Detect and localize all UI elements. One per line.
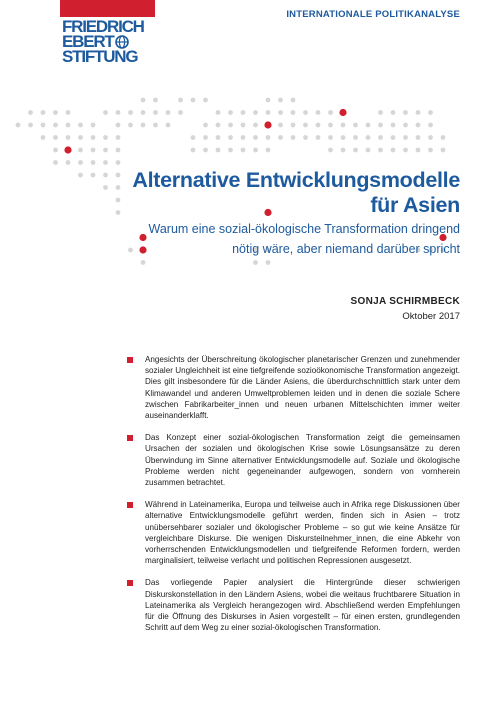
map-dot: [153, 123, 158, 128]
map-dot: [166, 110, 171, 115]
map-dot: [403, 148, 408, 153]
title-line-2: für Asien: [370, 193, 460, 217]
map-dot: [41, 110, 46, 115]
map-dot: [216, 148, 221, 153]
map-dot: [53, 148, 58, 153]
map-dot: [241, 123, 246, 128]
map-dot: [266, 110, 271, 115]
bullet-item: [127, 432, 460, 488]
map-dot: [291, 110, 296, 115]
map-dot: [266, 135, 271, 140]
map-dot: [266, 260, 271, 265]
map-dot: [128, 123, 133, 128]
logo-line-ebert: EBERT: [62, 32, 114, 51]
page-subtitle: [80, 219, 460, 259]
map-dot: [78, 123, 83, 128]
map-dot: [228, 110, 233, 115]
map-dot: [303, 123, 308, 128]
map-dot-highlight: [264, 121, 271, 128]
map-dot: [191, 98, 196, 103]
map-dot: [53, 110, 58, 115]
map-dot: [228, 135, 233, 140]
map-dot: [428, 110, 433, 115]
map-dot: [166, 123, 171, 128]
map-dot: [353, 135, 358, 140]
map-dot: [278, 110, 283, 115]
bullet-square-icon: [127, 502, 133, 508]
map-dot: [416, 135, 421, 140]
author-name: SONJA SCHIRMBECK: [350, 296, 460, 307]
map-dot: [391, 135, 396, 140]
map-dot: [116, 135, 121, 140]
map-dot: [316, 135, 321, 140]
bullet-square-icon: [127, 580, 133, 586]
map-dot: [341, 135, 346, 140]
map-dot: [403, 110, 408, 115]
bullet-text: Während in Lateinamerika, Europa und teilweise auch in Afrika rege Diskussionen über alternative Entwicklungsmodelle geführt werden, finden sich in Asien – trotz unübersehbarer sozialer und ökologischer Probleme – so gut wie keine Ansätze für vergleichbare Diskurse. Die wenigen Diskursteilnehmer_innen, die eine Abkehr von vorherrschenden Entwicklungsmodellen und tiefgreifende Reformen fordern, werden marginalisiert, teilweise verlacht und politischen Repressionen ausgesetzt.: [145, 500, 460, 566]
map-dot: [366, 123, 371, 128]
map-dot: [191, 148, 196, 153]
map-dot: [266, 148, 271, 153]
map-dot: [341, 148, 346, 153]
page-title: [80, 168, 460, 218]
map-dot: [428, 148, 433, 153]
map-dot: [91, 160, 96, 165]
world-dot-map: [0, 0, 504, 320]
map-dot: [391, 110, 396, 115]
map-dot: [428, 135, 433, 140]
bullet-item: [127, 499, 460, 566]
map-dot: [66, 110, 71, 115]
map-dot: [228, 123, 233, 128]
bullet-item: [127, 577, 460, 633]
map-dot: [66, 123, 71, 128]
map-dot: [116, 148, 121, 153]
subtitle-line-1: Warum eine sozial-ökologische Transformation dringend: [148, 222, 460, 236]
map-dot: [241, 110, 246, 115]
map-dot: [78, 148, 83, 153]
map-dot: [341, 123, 346, 128]
map-dot: [53, 123, 58, 128]
logo-line-friedrich: FRIEDRICH: [62, 17, 144, 36]
map-dot: [328, 123, 333, 128]
map-dot: [328, 110, 333, 115]
map-dot: [128, 110, 133, 115]
bullet-square-icon: [127, 435, 133, 441]
map-dot: [441, 148, 446, 153]
map-dot: [291, 98, 296, 103]
map-dot: [328, 148, 333, 153]
map-dot: [178, 98, 183, 103]
map-dot: [203, 98, 208, 103]
map-dot: [278, 135, 283, 140]
map-dot: [141, 98, 146, 103]
map-dot: [41, 123, 46, 128]
map-dot: [303, 110, 308, 115]
logo-line-stiftung: STIFTUNG: [62, 47, 138, 66]
map-dot: [203, 135, 208, 140]
map-dot: [241, 135, 246, 140]
map-dot: [366, 148, 371, 153]
map-dot: [203, 123, 208, 128]
map-dot: [266, 98, 271, 103]
publication-date: Oktober 2017: [402, 311, 460, 322]
map-dot: [53, 135, 58, 140]
subtitle-line-2: nötig wäre, aber niemand darüber spricht: [232, 242, 460, 256]
map-dot: [141, 110, 146, 115]
map-dot-highlight: [339, 109, 346, 116]
map-dot: [203, 148, 208, 153]
map-dot: [253, 148, 258, 153]
map-dot: [41, 135, 46, 140]
map-dot: [278, 123, 283, 128]
map-dot-highlight: [64, 146, 71, 153]
map-dot: [103, 135, 108, 140]
map-dot: [428, 123, 433, 128]
map-dot: [378, 148, 383, 153]
map-dot: [403, 123, 408, 128]
map-dot: [116, 123, 121, 128]
map-dot: [66, 160, 71, 165]
map-dot: [28, 123, 33, 128]
map-dot: [91, 135, 96, 140]
map-dot: [416, 148, 421, 153]
map-dot: [316, 110, 321, 115]
bullet-square-icon: [127, 357, 133, 363]
map-dot: [378, 110, 383, 115]
map-dot: [216, 135, 221, 140]
map-dot: [216, 123, 221, 128]
map-dot: [153, 110, 158, 115]
map-dot: [103, 110, 108, 115]
map-dot: [28, 110, 33, 115]
map-dot: [416, 123, 421, 128]
bullet-text: Das vorliegende Papier analysiert die Hintergründe dieser schwierigen Diskurskonstellation in den Ländern Asiens, wobei die weitaus fruchtbarere Situation in Lateinamerika als Vergleich herangezogen wird. Abschließend werden Empfehlungen für die Öffnung des Diskurses in Asien vorgestellt – für einen ersten, grundlegenden Schritt auf dem Weg zu einer sozial-ökologischen Transformation.: [145, 578, 460, 633]
map-dot: [16, 123, 21, 128]
map-dot: [353, 148, 358, 153]
map-dot: [366, 135, 371, 140]
map-dot: [253, 123, 258, 128]
map-dot: [378, 135, 383, 140]
bullet-item: [127, 354, 460, 421]
map-dot: [291, 135, 296, 140]
map-dot: [441, 135, 446, 140]
map-dot: [353, 123, 358, 128]
map-dot: [253, 135, 258, 140]
bullet-text: Angesichts der Überschreitung ökologischer planetarischer Grenzen und zunehmender sozialer Ungleichheit ist eine tiefgreifende sozioökonomische Transformation angezeigt. Dies gilt insbesondere für die Länder Asiens, die überdurchschnittlich stark unter dem Klimawandel und anderen Umweltproblemen leiden und in denen die soziale Schere zwischen Fabrikarbeiter_innen und neuen urbanen Mittelschichten immer weiter auseinanderklafft.: [145, 355, 460, 421]
map-dot: [78, 135, 83, 140]
map-dot: [191, 135, 196, 140]
map-dot: [178, 110, 183, 115]
map-dot: [116, 160, 121, 165]
map-dot: [391, 148, 396, 153]
map-dot: [53, 160, 58, 165]
map-dot: [141, 260, 146, 265]
series-label: INTERNATIONALE POLITIKANALYSE: [286, 9, 460, 20]
map-dot: [116, 110, 121, 115]
map-dot: [66, 135, 71, 140]
map-dot: [253, 260, 258, 265]
summary-bullet-list: [127, 354, 460, 644]
map-dot: [416, 110, 421, 115]
map-dot: [241, 148, 246, 153]
map-dot: [403, 135, 408, 140]
map-dot: [328, 135, 333, 140]
title-line-1: Alternative Entwicklungsmodelle: [132, 168, 460, 192]
map-dot: [91, 148, 96, 153]
map-dot: [216, 110, 221, 115]
map-dot: [153, 98, 158, 103]
map-dot: [303, 135, 308, 140]
map-dot: [291, 123, 296, 128]
map-dot: [378, 123, 383, 128]
map-dot: [278, 98, 283, 103]
bullet-text: Das Konzept einer sozial-ökologischen Transformation zeigt die gemeinsamen Ursachen der sozialen und ökologischen Krise sowie Lösungsansätze zu deren Überwindung im Sinne alternativer Entwicklungsmodelle auf. Soziale und ökologische Probleme werden nicht gegeneinander aufgewogen, sondern von vornherein zusammen betrachtet.: [145, 433, 460, 488]
map-dot: [253, 110, 258, 115]
map-dot: [228, 148, 233, 153]
map-dot: [91, 123, 96, 128]
map-dot: [141, 123, 146, 128]
map-dot: [391, 123, 396, 128]
map-dot: [78, 160, 83, 165]
map-dot: [316, 123, 321, 128]
map-dot: [103, 160, 108, 165]
map-dot: [103, 148, 108, 153]
